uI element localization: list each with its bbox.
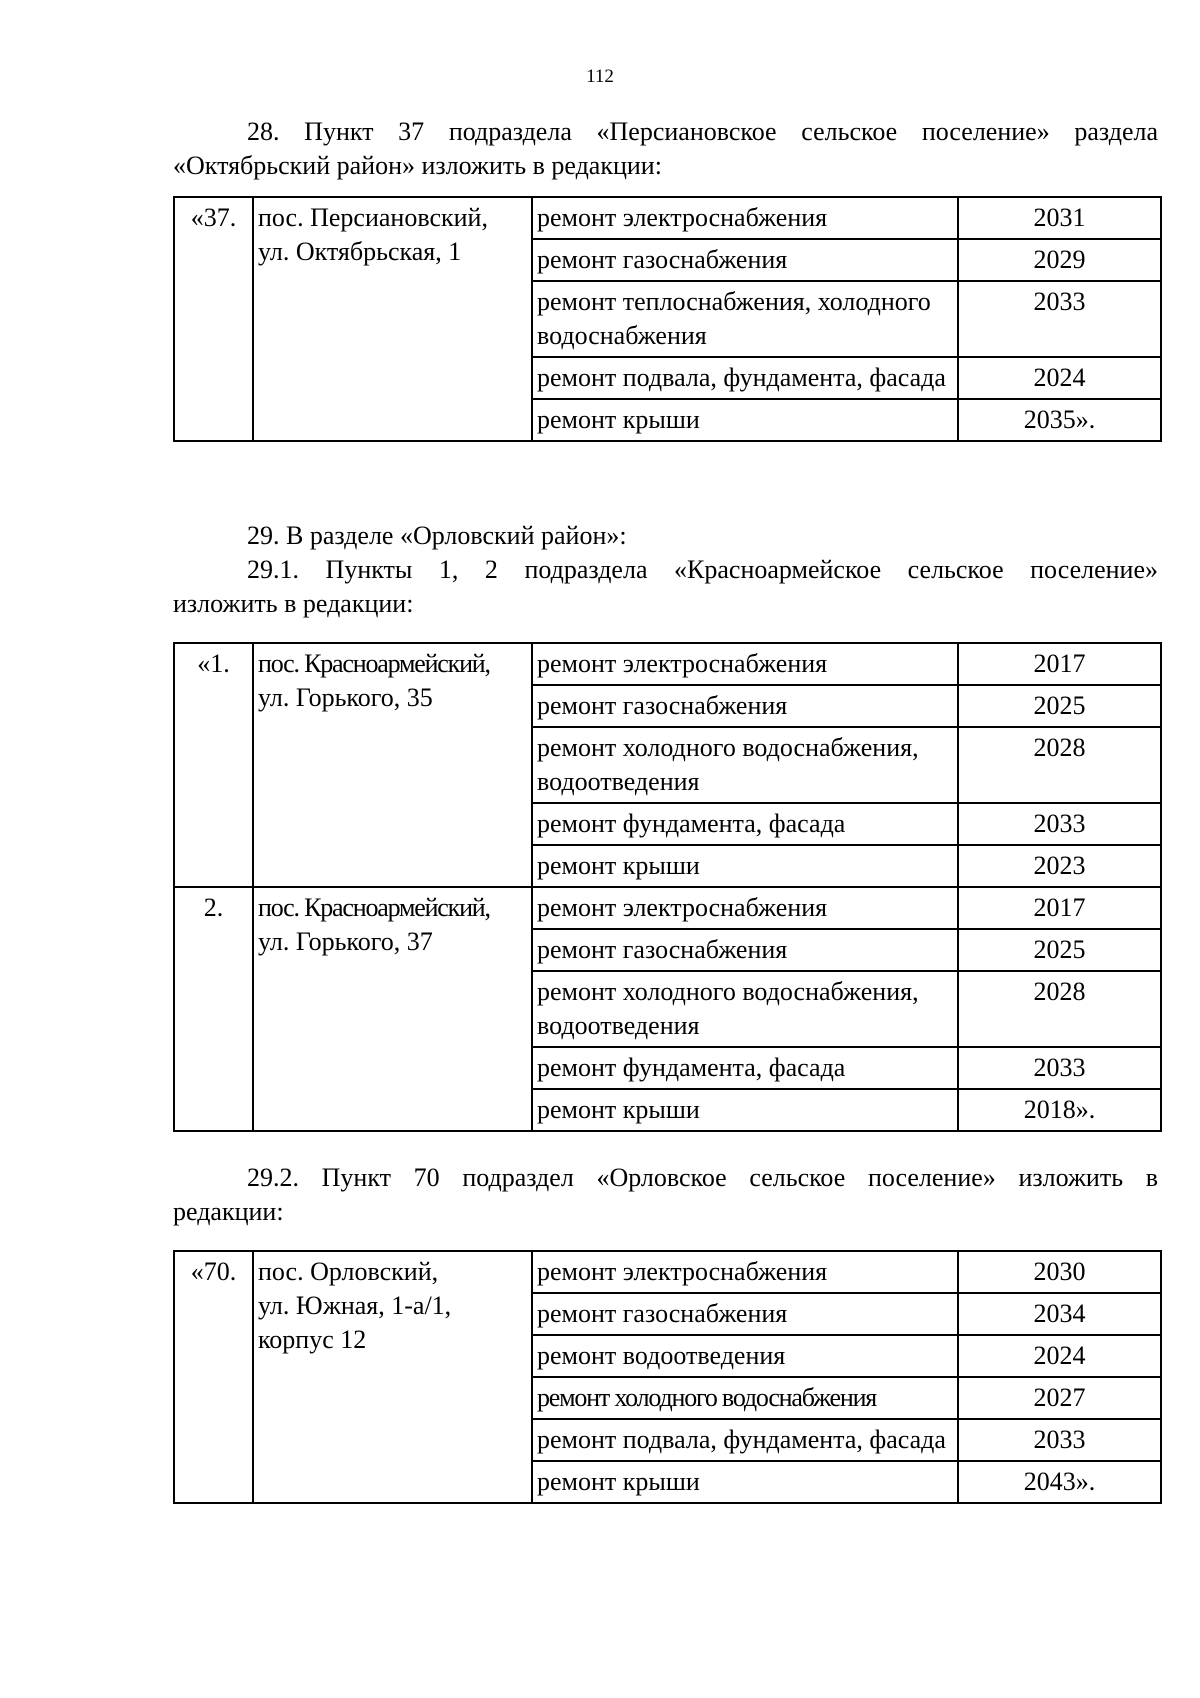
work-cell: ремонт подвала, фундамента, фасада (532, 1419, 958, 1461)
table-row (174, 643, 1161, 685)
address-line: ул. Горького, 35 (258, 683, 433, 712)
address-line: пос. Орловский, (258, 1257, 439, 1286)
address-line: ул. Южная, 1-а/1, (258, 1291, 452, 1320)
table-item-37 (173, 196, 1162, 442)
address-line: пос. Персиановский, (258, 203, 488, 232)
table-row (174, 887, 1161, 929)
item-29-1-text (173, 553, 1158, 621)
item-number: «1. (174, 643, 253, 887)
work-cell: ремонт газоснабжения (532, 685, 958, 727)
year-cell: 2018». (958, 1089, 1161, 1131)
work-cell: ремонт газоснабжения (532, 239, 958, 281)
work-cell: ремонт крыши (532, 1089, 958, 1131)
year-cell: 2025 (958, 929, 1161, 971)
item-28-text (173, 115, 1158, 183)
table-row (174, 197, 1161, 239)
year-cell: 2030 (958, 1251, 1161, 1293)
year-cell: 2031 (958, 197, 1161, 239)
year-cell: 2033 (958, 1419, 1161, 1461)
item-address (253, 1251, 532, 1503)
address-line: пос. Красноармейский, (258, 893, 490, 922)
item-number: «70. (174, 1251, 253, 1503)
year-cell: 2035». (958, 399, 1161, 441)
work-cell: ремонт холодного водоснабжения, водоотведения (532, 971, 958, 1047)
work-cell: ремонт холодного водоснабжения, водоотведения (532, 727, 958, 803)
work-cell: ремонт крыши (532, 1461, 958, 1503)
work-cell: ремонт электроснабжения (532, 1251, 958, 1293)
year-cell: 2043». (958, 1461, 1161, 1503)
year-cell: 2029 (958, 239, 1161, 281)
year-cell: 2027 (958, 1377, 1161, 1419)
item-28-line-2: «Октябрьский район» изложить в редакции: (173, 151, 662, 180)
item-29-1-line-2: изложить в редакции: (173, 589, 414, 618)
work-cell: ремонт электроснабжения (532, 643, 958, 685)
work-cell: ремонт газоснабжения (532, 1293, 958, 1335)
work-cell: ремонт электроснабжения (532, 197, 958, 239)
item-address (253, 887, 532, 1131)
work-cell: ремонт крыши (532, 845, 958, 887)
work-cell: ремонт холодного водоснабжения (532, 1377, 958, 1419)
work-cell: ремонт электроснабжения (532, 887, 958, 929)
work-cell: ремонт фундамента, фасада (532, 1047, 958, 1089)
address-line: ул. Горького, 37 (258, 927, 433, 956)
item-29-1-line-1: 29.1. Пункты 1, 2 подраздела «Красноармейское сельское поселение» (247, 555, 1158, 584)
year-cell: 2017 (958, 643, 1161, 685)
year-cell: 2034 (958, 1293, 1161, 1335)
item-29-2-line-2: редакции: (173, 1197, 284, 1226)
address-line: пос. Красноармейский, (258, 649, 490, 678)
year-cell: 2025 (958, 685, 1161, 727)
table-items-1-2 (173, 642, 1162, 1132)
item-29-heading: 29. В разделе «Орловский район»: (247, 521, 627, 550)
address-line: корпус 12 (258, 1325, 367, 1354)
item-29-2-text (173, 1161, 1158, 1229)
work-cell: ремонт теплоснабжения, холодного водоснабжения (532, 281, 958, 357)
item-28-line-1: 28. Пункт 37 подраздела «Персиановское сельское поселение» раздела (247, 117, 1158, 146)
item-address (253, 643, 532, 887)
address-line: ул. Октябрьская, 1 (258, 237, 462, 266)
item-number: 2. (174, 887, 253, 1131)
work-cell: ремонт фундамента, фасада (532, 803, 958, 845)
work-cell: ремонт подвала, фундамента, фасада (532, 357, 958, 399)
item-29-2-line-1: 29.2. Пункт 70 подраздел «Орловское сельское поселение» изложить в (247, 1163, 1158, 1192)
year-cell: 2023 (958, 845, 1161, 887)
year-cell: 2033 (958, 281, 1161, 357)
table-row (174, 1251, 1161, 1293)
item-address (253, 197, 532, 441)
year-cell: 2033 (958, 803, 1161, 845)
item-number: «37. (174, 197, 253, 441)
year-cell: 2024 (958, 1335, 1161, 1377)
year-cell: 2017 (958, 887, 1161, 929)
year-cell: 2028 (958, 971, 1161, 1047)
year-cell: 2028 (958, 727, 1161, 803)
work-cell: ремонт водоотведения (532, 1335, 958, 1377)
table-item-70 (173, 1250, 1162, 1504)
year-cell: 2033 (958, 1047, 1161, 1089)
work-cell: ремонт газоснабжения (532, 929, 958, 971)
year-cell: 2024 (958, 357, 1161, 399)
work-cell: ремонт крыши (532, 399, 958, 441)
page-number: 112 (586, 66, 614, 87)
